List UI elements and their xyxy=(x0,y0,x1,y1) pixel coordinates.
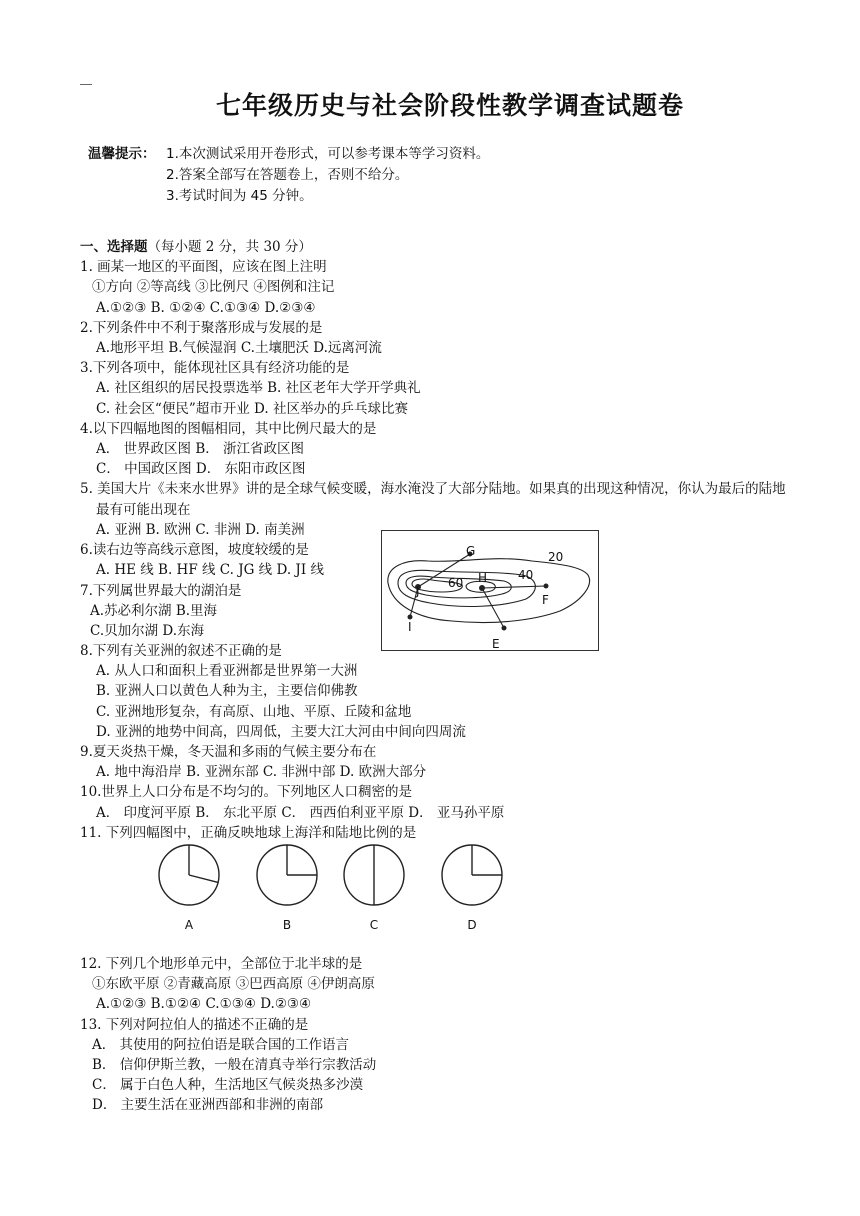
map-label-e: E xyxy=(492,637,500,651)
question-stem: 9.夏天炎热干燥，冬天温和多雨的气候主要分布在 xyxy=(80,744,377,761)
tip-line: 1.本次测试采用开卷形式，可以参考课本等学习资料。 xyxy=(166,146,490,162)
question-option: A． 其使用的阿拉伯语是联合国的工作语言 xyxy=(92,1036,350,1053)
question-block-1 xyxy=(80,237,786,520)
section-note: （每小题 2 分，共 30 分） xyxy=(147,239,312,255)
question-stem: 4.以下四幅地图的图幅相同，其中比例尺最大的是 xyxy=(80,420,377,437)
question-options: A. 地中海沿岸 B. 亚洲东部 C. 非洲中部 D. 欧洲大部分 xyxy=(96,764,427,781)
question-option: B． 信仰伊斯兰教，一般在清真寺举行宗教活动 xyxy=(92,1057,377,1074)
question-options: A.①②③ B. ①②④ C.①③④ D.②③④ xyxy=(96,299,316,316)
question-stem: 1. 画某一地区的平面图，应该在图上注明 xyxy=(80,259,327,276)
point-e xyxy=(502,626,507,631)
pie-chart-b xyxy=(255,843,319,907)
pie-chart-d xyxy=(440,843,504,907)
tip-line: 3.考试时间为 45 分钟。 xyxy=(166,188,313,204)
question-stem: 3.下列各项中，能体现社区具有经济功能的是 xyxy=(80,360,350,377)
question-stem: 10.世界上人口分布是不均匀的。下列地区人口稠密的是 xyxy=(80,784,412,801)
map-label-20: 20 xyxy=(548,550,564,564)
question-options: A． 世界政区图 B． 浙江省政区图 xyxy=(96,441,305,458)
question-items: ①方向 ②等高线 ③比例尺 ④图例和注记 xyxy=(92,279,335,296)
question-stem: 5. 美国大片《未来水世界》讲的是全球气候变暖，海水淹没了大部分陆地。如果真的出现这种情况，你认为最后的陆地最有可能出现在 xyxy=(80,481,786,518)
question-stem: 11. 下列四幅图中，正确反映地球上海洋和陆地比例的是 xyxy=(80,824,417,841)
question-option: D. 亚洲的地势中间高，四周低，主要大江大河由中间向四周流 xyxy=(96,723,466,740)
map-label-h: H xyxy=(478,571,488,585)
tips-label: 温馨提示： xyxy=(88,146,156,162)
question-options: A. HE 线 B. HF 线 C. JG 线 D. JI 线 xyxy=(96,562,324,579)
question-stem: 6.读右边等高线示意图，坡度较缓的是 xyxy=(80,542,309,559)
tip-line: 2.答案全部写在答题卷上，否则不给分。 xyxy=(166,167,409,183)
exam-title: 七年级历史与社会阶段性教学调查试题卷 xyxy=(215,91,684,120)
question-options: A. 社区组织的居民投票选举 B. 社区老年大学开学典礼 xyxy=(96,380,421,397)
question-block-2 xyxy=(80,520,380,641)
question-stem: 12. 下列几个地形单元中，全部位于北半球的是 xyxy=(80,956,363,972)
map-label-60: 60 xyxy=(448,576,464,590)
pie-label-c: C xyxy=(369,918,379,932)
land-ocean-diagrams xyxy=(150,843,520,938)
question-block-4 xyxy=(80,954,780,1116)
question-items: ①东欧平原 ②青藏高原 ③巴西高原 ④伊朗高原 xyxy=(92,976,375,993)
question-option: C. 亚洲地形复杂，有高原、山地、平原、丘陵和盆地 xyxy=(96,703,412,720)
pie-chart-a xyxy=(157,843,221,907)
corner-mark xyxy=(80,84,92,85)
contour-map xyxy=(382,531,598,650)
map-label-i: I xyxy=(408,620,412,634)
pie-label-d: D xyxy=(467,918,477,932)
question-options: C. 社会区“便民”超市开业 D. 社区举办的乒乓球比赛 xyxy=(96,400,408,417)
map-label-j: J xyxy=(416,584,420,598)
question-options: A. 亚洲 B. 欧洲 C. 非洲 D. 南美洲 xyxy=(96,522,305,538)
question-stem: 8.下列有关亚洲的叙述不正确的是 xyxy=(80,643,282,659)
question-stem: 7.下列属世界最大的湖泊是 xyxy=(80,582,242,599)
question-option: A. 从人口和面积上看亚洲都是世界第一大洲 xyxy=(96,663,358,680)
section-heading: 一、选择题 xyxy=(80,239,148,255)
question-options: C.贝加尔湖 D.东海 xyxy=(90,623,205,640)
point-i xyxy=(408,615,413,620)
question-option: B. 亚洲人口以黄色人种为主，主要信仰佛教 xyxy=(96,683,358,700)
question-options: A． 印度河平原 B． 东北平原 C． 西西伯利亚平原 D． 亚马孙平原 xyxy=(96,804,505,821)
question-options: A.苏必利尔湖 B.里海 xyxy=(90,602,218,619)
point-h xyxy=(479,585,485,591)
pie-label-a: A xyxy=(184,918,194,932)
question-stem: 13. 下列对阿拉伯人的描述不正确的是 xyxy=(80,1016,309,1033)
map-label-g: G xyxy=(466,544,476,558)
pie-label-b: B xyxy=(282,918,292,932)
point-f xyxy=(544,584,549,589)
pie-chart-c xyxy=(342,843,406,907)
map-label-40: 40 xyxy=(518,568,534,582)
question-options: C． 中国政区图 D． 东阳市政区图 xyxy=(96,461,306,478)
question-block-3 xyxy=(80,641,780,843)
question-option: D． 主要生活在亚洲西部和非洲的南部 xyxy=(92,1097,324,1114)
question-option: C． 属于白色人种，生活地区气候炎热多沙漠 xyxy=(92,1077,364,1094)
profile-line-hf xyxy=(482,586,546,588)
question-options: A.地形平坦 B.气候湿润 C.土壤肥沃 D.远离河流 xyxy=(96,340,382,357)
contour-map-figure xyxy=(381,530,599,651)
question-stem: 2.下列条件中不利于聚落形成与发展的是 xyxy=(80,319,323,336)
question-options: A.①②③ B.①②④ C.①③④ D.②③④ xyxy=(96,996,312,1013)
map-label-f: F xyxy=(542,593,549,607)
